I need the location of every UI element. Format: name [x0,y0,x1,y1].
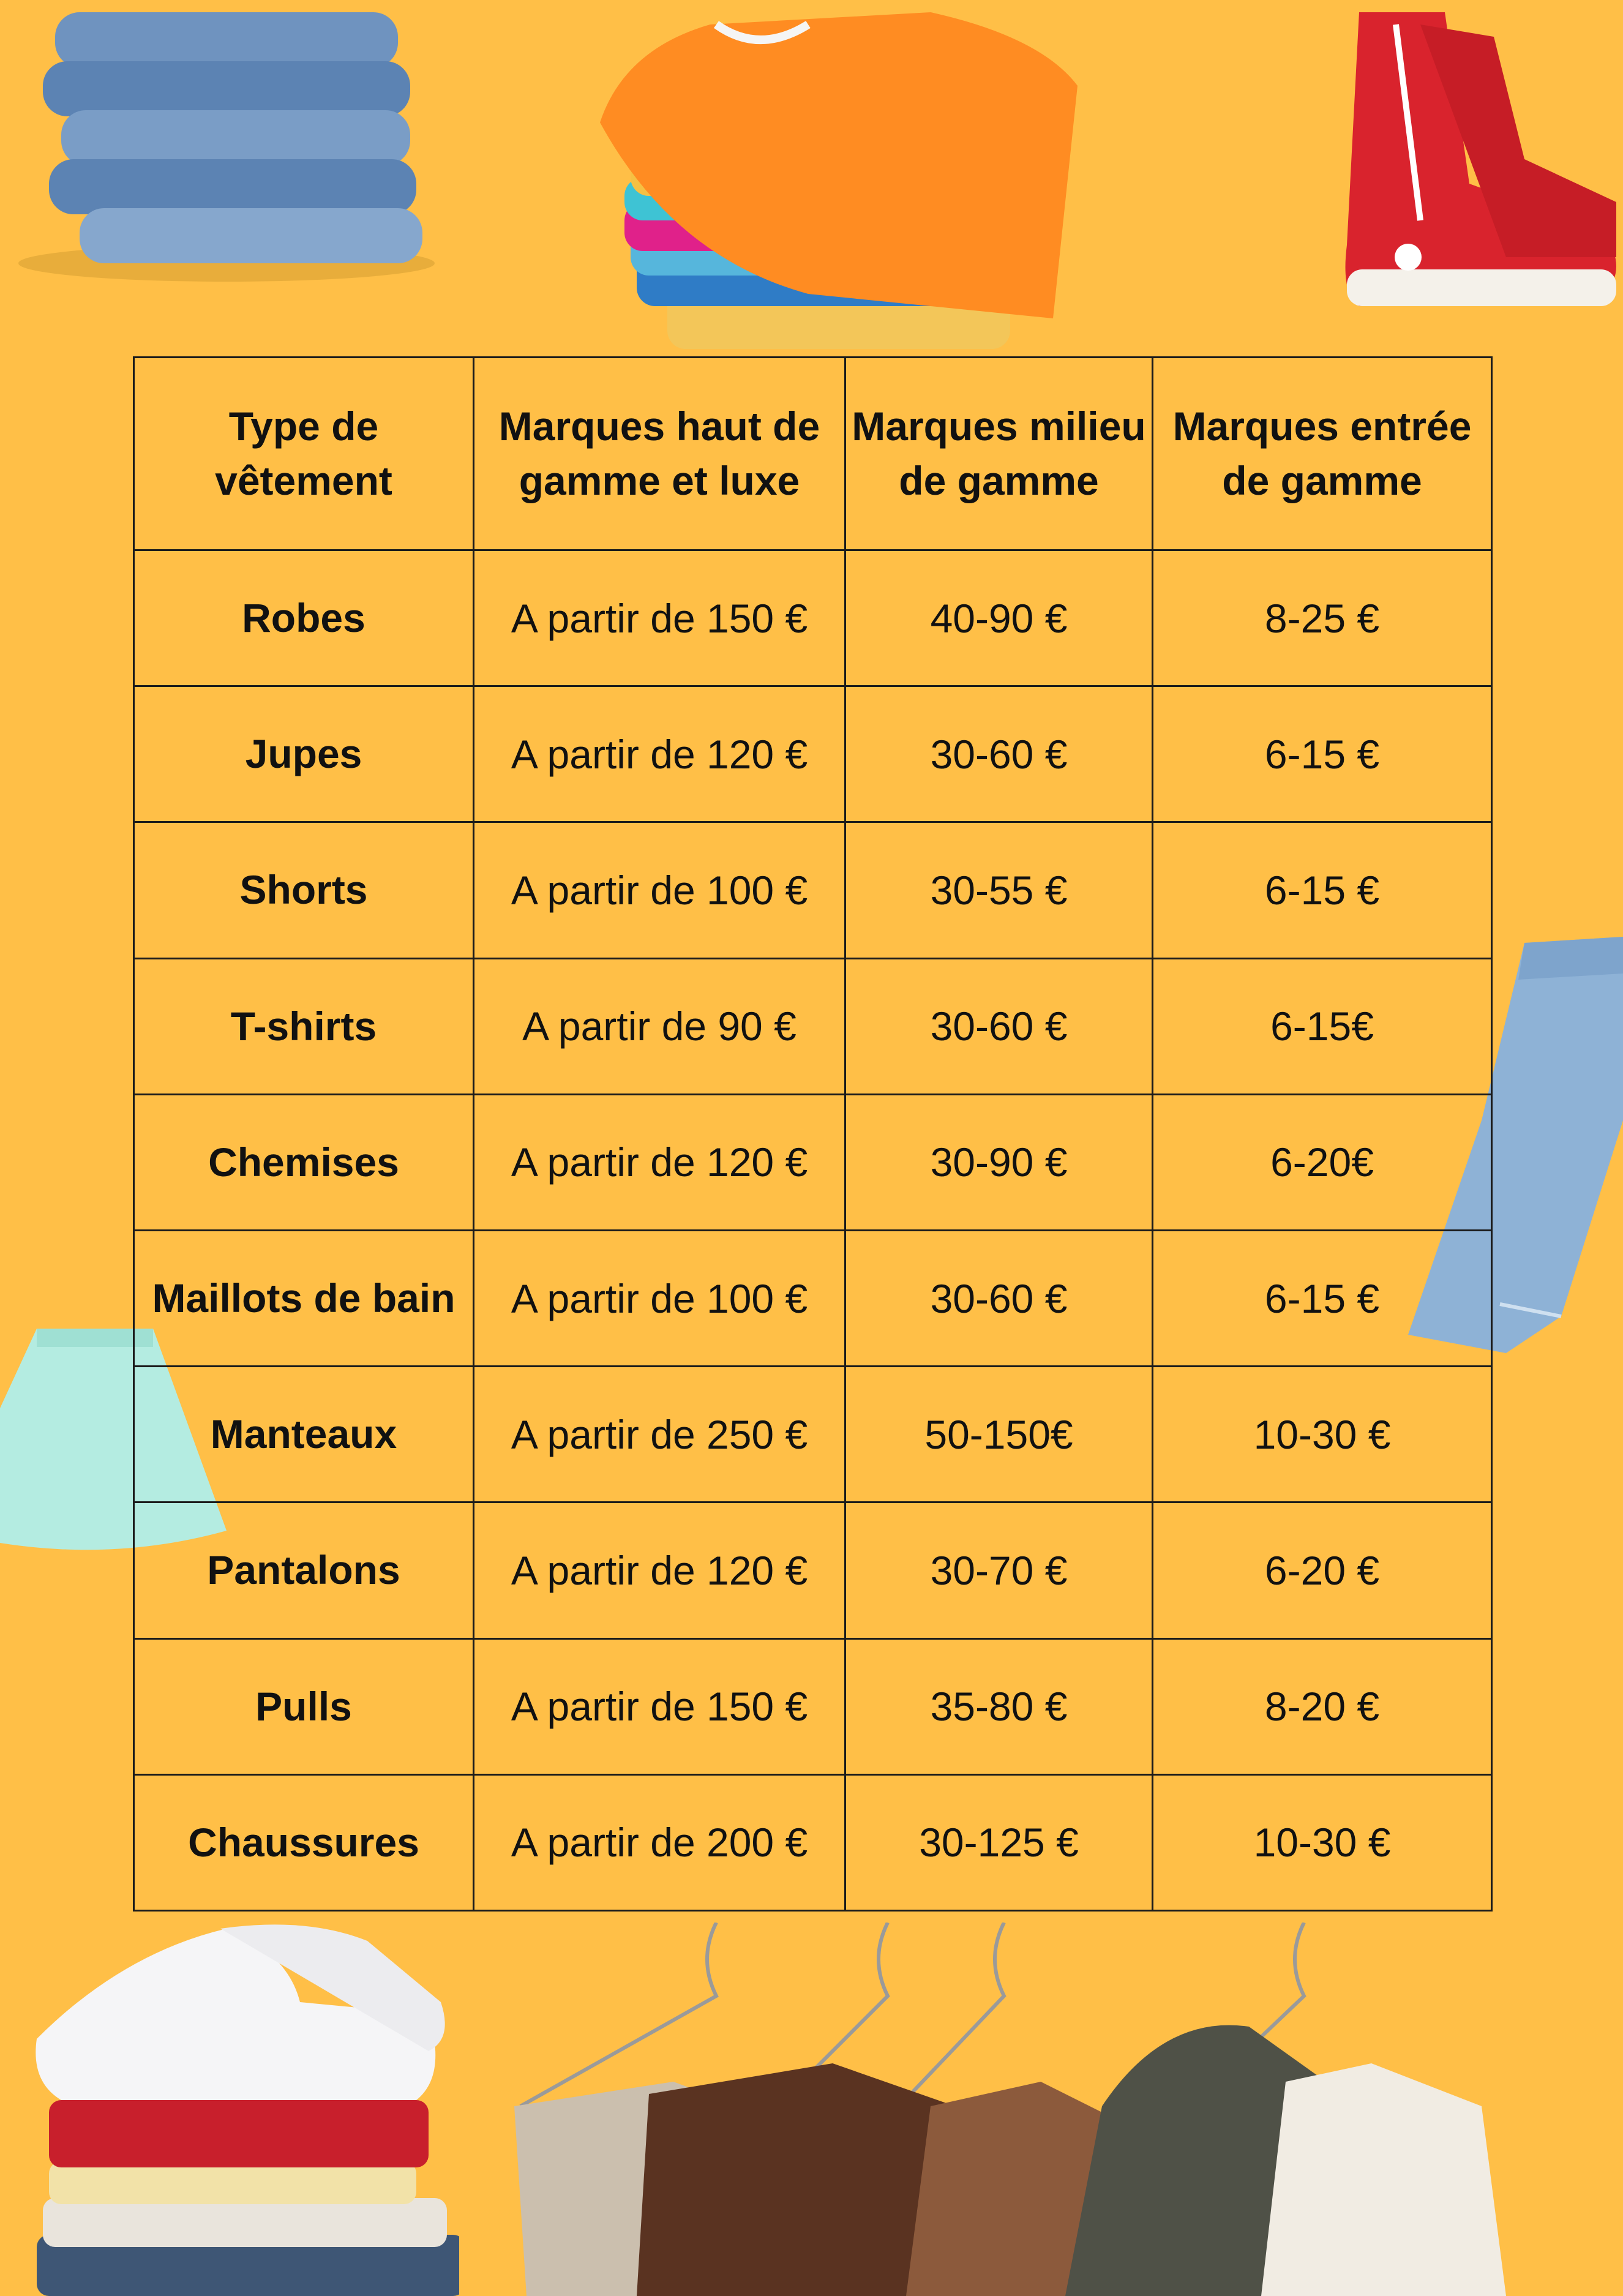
entry-level-price-cell: 10-30 € [1153,1774,1492,1910]
mid-range-price-cell: 30-125 € [845,1774,1153,1910]
clothes-on-hangers-image [514,1923,1623,2296]
luxury-price-cell: A partir de 120 € [474,686,845,822]
mid-range-price-cell: 35-80 € [845,1638,1153,1774]
table-row [134,550,1492,686]
mid-range-price-cell: 30-70 € [845,1503,1153,1638]
table-row [134,822,1492,958]
table-row [134,1094,1492,1230]
clothing-type-cell: Pulls [134,1638,474,1774]
mid-range-price-cell: 30-55 € [845,822,1153,958]
table-header-row [134,358,1492,550]
table-body [134,550,1492,1911]
table-row [134,686,1492,822]
entry-level-price-cell: 6-20€ [1153,1094,1492,1230]
clothing-type-cell: Maillots de bain [134,1230,474,1366]
mid-range-price-cell: 50-150€ [845,1367,1153,1503]
luxury-price-cell: A partir de 250 € [474,1367,845,1503]
entry-level-price-cell: 6-15€ [1153,958,1492,1094]
entry-level-price-cell: 6-15 € [1153,822,1492,958]
white-sneakers-on-clothes-image [24,1916,459,2296]
luxury-price-cell: A partir de 200 € [474,1774,845,1910]
header-entry-level: Marques entrée de gamme [1153,358,1492,550]
table-row [134,1230,1492,1366]
clothing-type-cell: Robes [134,550,474,686]
luxury-price-cell: A partir de 100 € [474,1230,845,1366]
entry-level-price-cell: 8-20 € [1153,1638,1492,1774]
entry-level-price-cell: 6-20 € [1153,1503,1492,1638]
clothing-type-cell: Chemises [134,1094,474,1230]
folded-jeans-stack-image [6,0,459,288]
clothing-type-cell: T-shirts [134,958,474,1094]
entry-level-price-cell: 8-25 € [1153,550,1492,686]
luxury-price-cell: A partir de 90 € [474,958,845,1094]
table-row [134,1774,1492,1910]
luxury-price-cell: A partir de 120 € [474,1094,845,1230]
header-luxury: Marques haut de gamme et luxe [474,358,845,550]
mid-range-price-cell: 30-60 € [845,686,1153,822]
mid-range-price-cell: 30-60 € [845,1230,1153,1366]
mid-range-price-cell: 40-90 € [845,550,1153,686]
luxury-price-cell: A partir de 150 € [474,1638,845,1774]
table-row [134,1638,1492,1774]
mid-range-price-cell: 30-60 € [845,958,1153,1094]
table-row [134,1367,1492,1503]
table-row [134,1503,1492,1638]
luxury-price-cell: A partir de 120 € [474,1503,845,1638]
header-mid-range: Marques milieu de gamme [845,358,1153,550]
clothing-type-cell: Jupes [134,686,474,822]
entry-level-price-cell: 10-30 € [1153,1367,1492,1503]
entry-level-price-cell: 6-15 € [1153,686,1492,822]
luxury-price-cell: A partir de 150 € [474,550,845,686]
entry-level-price-cell: 6-15 € [1153,1230,1492,1366]
colorful-tshirt-stack-image [588,0,1090,367]
price-comparison-table [133,356,1493,1911]
clothing-type-cell: Chaussures [134,1774,474,1910]
clothing-type-cell: Manteaux [134,1367,474,1503]
red-sneakers-image [1237,0,1623,318]
mid-range-price-cell: 30-90 € [845,1094,1153,1230]
clothing-type-cell: Pantalons [134,1503,474,1638]
table-row [134,958,1492,1094]
clothing-type-cell: Shorts [134,822,474,958]
luxury-price-cell: A partir de 100 € [474,822,845,958]
header-type: Type de vêtement [134,358,474,550]
